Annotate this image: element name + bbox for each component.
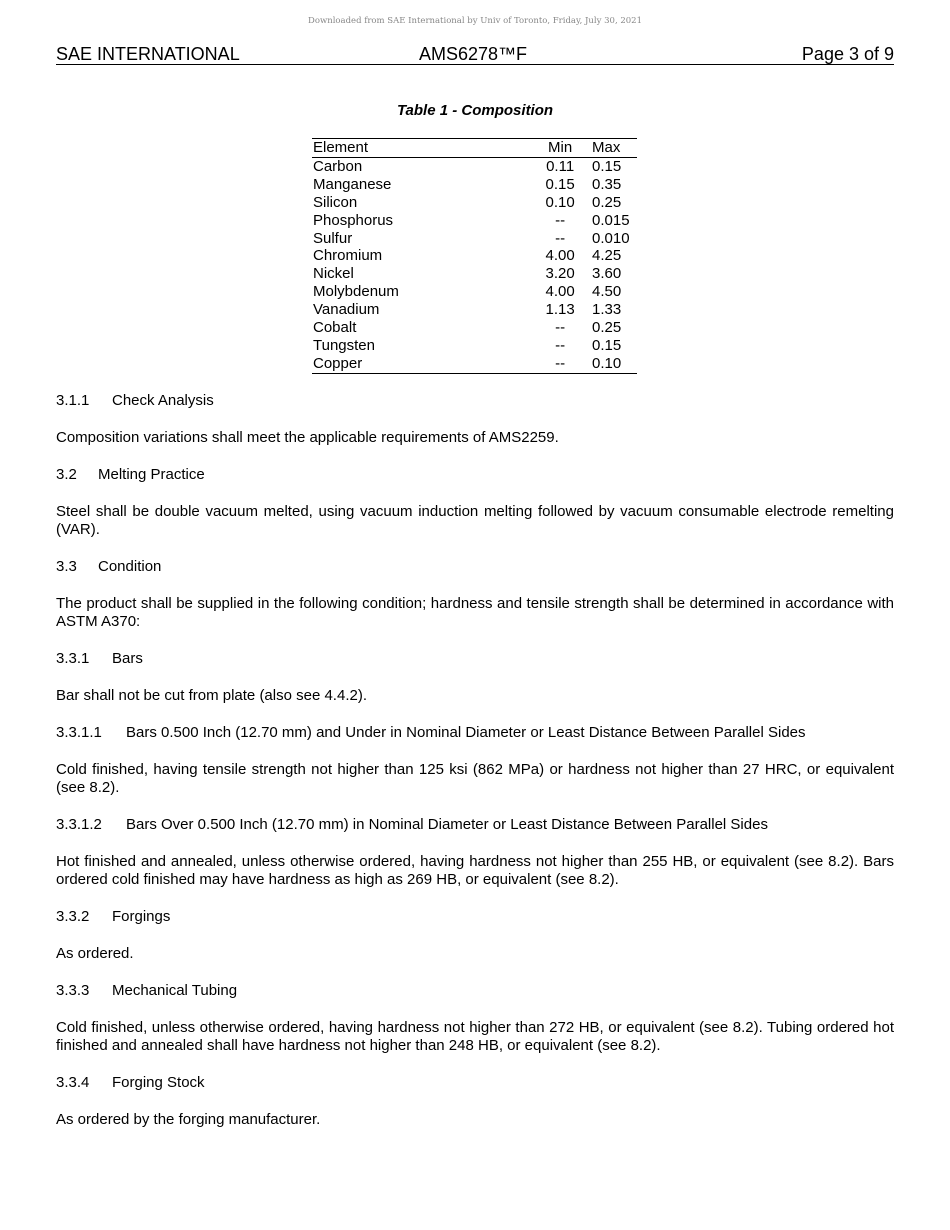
header-organization: SAE INTERNATIONAL [56, 44, 240, 64]
cell-element: Copper [313, 354, 363, 372]
cell-min: 0.10 [545, 193, 575, 211]
cell-min: 0.11 [546, 157, 575, 175]
cell-max: 0.15 [592, 336, 622, 354]
table-row [312, 355, 637, 373]
cell-element: Cobalt [313, 319, 357, 337]
cell-min: 1.13 [545, 301, 575, 319]
section-number: 3.3.1.1 [56, 724, 102, 741]
column-header-min: Min [548, 139, 573, 156]
section-number: 3.3.1.2 [56, 816, 102, 833]
section-title: Bars Over 0.500 Inch (12.70 mm) in Nominal Diameter or Least Distance Between Parallel Sides [126, 816, 768, 833]
table-row [312, 212, 637, 230]
cell-min: -- [555, 336, 566, 354]
header-page-number: Page 3 of 9 [801, 44, 894, 64]
section-title: Bars 0.500 Inch (12.70 mm) and Under in Nominal Diameter or Least Distance Between Parallel Sides [126, 724, 806, 741]
cell-min: 3.20 [545, 265, 575, 283]
section-paragraph: As ordered. [56, 945, 134, 962]
table-row [312, 265, 637, 283]
cell-max: 0.10 [592, 354, 622, 372]
section-heading [56, 982, 894, 1000]
table-row [312, 283, 637, 301]
section-heading [56, 816, 894, 834]
table-title: Table 1 - Composition [396, 102, 554, 119]
cell-element: Carbon [313, 157, 363, 175]
cell-max: 0.15 [592, 157, 622, 175]
cell-max: 0.35 [592, 175, 622, 193]
cell-min: 0.15 [545, 175, 575, 193]
section-title: Check Analysis [112, 392, 214, 409]
section-number: 3.3.4 [56, 1074, 90, 1091]
section-paragraph: As ordered by the forging manufacturer. [56, 1111, 321, 1128]
section-paragraph: Bar shall not be cut from plate (also see 4.4.2). [56, 687, 367, 704]
document-body [56, 392, 894, 1148]
cell-min: -- [555, 319, 566, 337]
section-paragraph: The product shall be supplied in the following condition; hardness and tensile strength shall be determined in accordance with ASTM A370: [56, 595, 894, 630]
cell-element: Molybdenum [313, 283, 399, 301]
section-paragraph: Steel shall be double vacuum melted, using vacuum induction melting followed by vacuum consumable electrode remelting (VAR). [56, 503, 894, 538]
cell-element: Sulfur [313, 229, 353, 247]
header-document-id: AMS6278™F [419, 44, 528, 64]
cell-max: 0.25 [592, 193, 622, 211]
table-header-row [312, 139, 637, 158]
column-header-element: Element [313, 139, 369, 156]
table-row [312, 157, 637, 175]
cell-element: Manganese [313, 175, 392, 193]
table-body [312, 157, 637, 373]
section-heading [56, 558, 894, 576]
section-title: Mechanical Tubing [112, 982, 238, 999]
section-title: Bars [112, 650, 143, 667]
section-heading [56, 392, 894, 410]
cell-element: Vanadium [313, 301, 380, 319]
section-number: 3.2 [56, 466, 77, 483]
cell-min: 4.00 [545, 247, 575, 265]
section-number: 3.3.1 [56, 650, 90, 667]
table-row [312, 301, 637, 319]
section-heading [56, 724, 894, 742]
section-title: Condition [98, 558, 162, 575]
section-title: Forgings [112, 908, 171, 925]
cell-max: 4.50 [592, 283, 622, 301]
cell-min: -- [555, 211, 566, 229]
cell-min: -- [555, 354, 566, 372]
section-paragraph: Cold finished, having tensile strength not higher than 125 ksi (862 MPa) or hardness not higher than 27 HRC, or equivalent (see 8.2). [56, 761, 894, 796]
section-number: 3.3.3 [56, 982, 90, 999]
cell-max: 0.25 [592, 319, 622, 337]
section-title: Melting Practice [98, 466, 205, 483]
table-row [312, 337, 637, 355]
table-row [312, 247, 637, 265]
section-paragraph: Hot finished and annealed, unless otherwise ordered, having hardness not higher than 255 HB, or equivalent (see 8.2). Bars ordered cold finished may have hardness as high as 269 HB, or equivalent (see 8.2). [56, 853, 894, 888]
download-watermark: Downloaded from SAE International by Univ of Toronto, Friday, July 30, 2021 [308, 16, 642, 26]
cell-element: Chromium [313, 247, 383, 265]
cell-max: 3.60 [592, 265, 622, 283]
table-row [312, 176, 637, 194]
section-heading [56, 1074, 894, 1092]
cell-element: Nickel [313, 265, 354, 283]
column-header-max: Max [592, 139, 621, 156]
cell-min: 4.00 [545, 283, 575, 301]
table-row [312, 230, 637, 248]
page-header [56, 44, 894, 65]
cell-max: 0.015 [592, 211, 630, 229]
section-number: 3.3.2 [56, 908, 90, 925]
section-number: 3.1.1 [56, 392, 90, 409]
cell-min: -- [555, 229, 566, 247]
cell-element: Tungsten [313, 336, 375, 354]
section-paragraph: Composition variations shall meet the applicable requirements of AMS2259. [56, 429, 559, 446]
section-title: Forging Stock [112, 1074, 205, 1091]
section-heading [56, 650, 894, 668]
cell-max: 1.33 [592, 301, 622, 319]
cell-element: Silicon [313, 193, 358, 211]
section-heading [56, 466, 894, 484]
section-paragraph: Cold finished, unless otherwise ordered, having hardness not higher than 272 HB, or equivalent (see 8.2). Tubing ordered hot finished and annealed shall have hardness not higher than 248 HB, or equivalent (see 8.2). [56, 1019, 894, 1054]
cell-max: 4.25 [592, 247, 622, 265]
cell-max: 0.010 [592, 229, 630, 247]
section-heading [56, 908, 894, 926]
cell-element: Phosphorus [313, 211, 394, 229]
table-row [312, 319, 637, 337]
section-number: 3.3 [56, 558, 77, 575]
composition-table [312, 138, 637, 374]
table-row [312, 194, 637, 212]
